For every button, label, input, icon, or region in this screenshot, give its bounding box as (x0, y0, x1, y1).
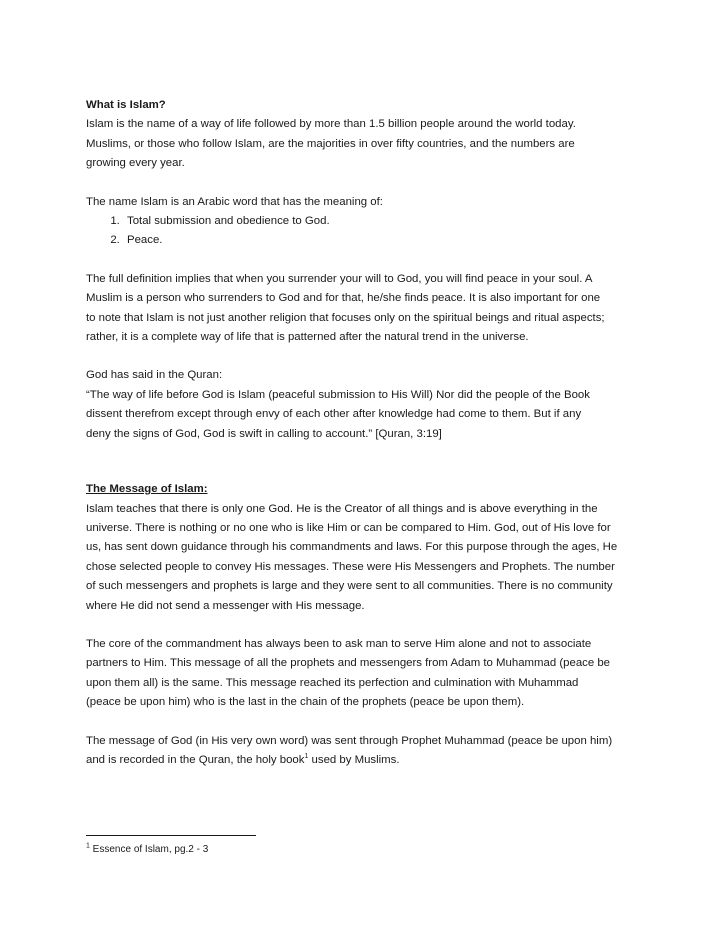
definition-line: rather, it is a complete way of life that is patterned after the natural trend in the universe. (86, 331, 529, 344)
meaning-item: 1. Total submission and obedience to God. (123, 212, 656, 231)
definition-line: to note that Islam is not just another religion that focuses only on the spiritual beings and ritual aspects; (86, 311, 605, 324)
definition-line: The full definition implies that when you surrender your will to God, you will find peace in your soul. A (86, 272, 593, 285)
meanings-list (86, 212, 656, 251)
footnote-reference[interactable]: 1 (304, 753, 309, 761)
quran-intro: God has said in the Quran: (86, 369, 223, 382)
intro-line: growing every year. (86, 157, 185, 170)
message-line: Islam teaches that there is only one God. He is the Creator of all things and is above everything in the (86, 502, 598, 515)
section-heading-message-of-islam: The Message of Islam: (86, 483, 208, 496)
core-line: upon them all) is the same. This message reached its perfection and culmination with Muhammad (86, 676, 579, 689)
name-intro: The name Islam is an Arabic word that has the meaning of: (86, 195, 383, 208)
line-text: used by Muslims. (308, 753, 400, 766)
quote-line: dissent therefrom except through envy of each other after knowledge had come to them. But if any (86, 408, 582, 421)
message-line: us, has sent down guidance through his commandments and laws. For this purpose through the ages, He (86, 541, 618, 554)
meaning-item: 2. Peace. (123, 231, 656, 250)
footnote (86, 843, 208, 857)
section-heading-what-is-islam: What is Islam? (86, 99, 166, 111)
intro-line: Islam is the name of a way of life followed by more than 1.5 billion people around the world today. (86, 118, 576, 131)
core-line: (peace be upon him) who is the last in the chain of the prophets (peace be upon them). (86, 696, 525, 709)
message-line: of such messengers and prophets is large and they were sent to all communities. There is no community (86, 580, 613, 593)
quote-line: “The way of life before God is Islam (peaceful submission to His Will) Nor did the people of the Book (86, 388, 590, 401)
core-line: partners to Him. This message of all the prophets and messengers from Adam to Muhammad (peace be (86, 657, 611, 670)
footnote-text: Essence of Islam, pg.2 - 3 (89, 844, 209, 855)
core-line: The core of the commandment has always been to ask man to serve Him alone and not to associate (86, 637, 592, 650)
message-line: chose selected people to convey His messages. These were His Messengers and Prophets. The number (86, 560, 615, 573)
footnote-number: 1 (86, 842, 90, 850)
message-of-god-line (86, 751, 656, 770)
definition-line: Muslim is a person who surrenders to God and for that, he/she finds peace. It is also important for one (86, 292, 601, 305)
line-text: and is recorded in the Quran, the holy book (86, 753, 305, 766)
message-line: universe. There is nothing or no one who is like Him or can be compared to Him. God, out of His love for (86, 521, 611, 534)
quote-line: deny the signs of God, God is swift in calling to account.” [Quran, 3:19] (86, 427, 442, 440)
footnote-separator (86, 835, 256, 836)
intro-line: Muslims, or those who follow Islam, are the majorities in over fifty countries, and the numbers are (86, 137, 575, 150)
message-of-god-line: The message of God (in His very own word) was sent through Prophet Muhammad (peace be upon him) (86, 734, 613, 747)
document-body (86, 96, 656, 770)
message-line: where He did not send a messenger with His message. (86, 599, 365, 612)
